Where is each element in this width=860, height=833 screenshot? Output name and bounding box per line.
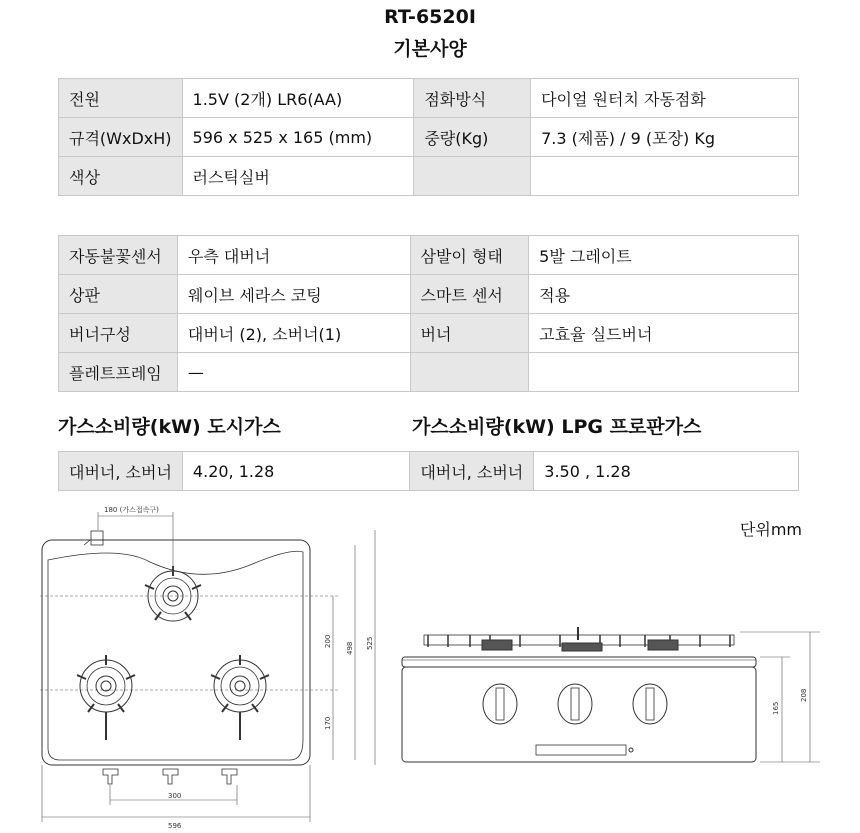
dim-gas-inlet: 180 (가스접속구) [104,506,159,514]
spec-label: 규격(WxDxH) [59,118,183,157]
dim-208: 208 [800,688,808,702]
front-view-drawing [402,627,756,762]
spec-label: 자동불꽃센서 [59,236,178,275]
spec-label: 상판 [59,275,178,314]
spec-value: 웨이브 세라스 코팅 [177,275,410,314]
spec-label: 삼발이 형태 [410,236,529,275]
gas-label-city: 대버너, 소버너 [59,452,183,491]
dim-596: 596 [168,822,182,830]
spec-value: 5발 그레이트 [529,236,799,275]
spec-value: 적용 [529,275,799,314]
spec-value: 러스틱실버 [182,157,414,196]
dim-498: 498 [346,641,354,655]
spec-label: 점화방식 [414,79,531,118]
unit-label: 단위mm [739,520,802,539]
spec-value: 고효율 실드버너 [529,314,799,353]
spec-label: 버너구성 [59,314,178,353]
spec-value: 1.5V (2개) LR6(AA) [182,79,414,118]
spec-value: 7.3 (제품) / 9 (포장) Kg [531,118,799,157]
gas-value-city: 4.20, 1.28 [182,452,409,491]
page-subtitle: 기본사양 [393,38,467,60]
spec-value: 다이얼 원터치 자동점화 [531,79,799,118]
top-view-drawing [42,531,310,784]
spec-value: 우측 대버너 [177,236,410,275]
spec-label: 버너 [410,314,529,353]
front-view-dimensions [740,632,820,762]
dim-200: 200 [324,634,332,648]
spec-value: — [177,353,410,392]
dim-300: 300 [168,792,182,800]
dim-165: 165 [772,701,780,715]
spec-label: 플레트프레임 [59,353,178,392]
dim-170: 170 [324,716,332,730]
gas-title-city: 가스소비량(kW) 도시가스 [58,416,281,438]
spec-label: 중량(Kg) [414,118,531,157]
spec-value: 대버너 (2), 소버너(1) [177,314,410,353]
spec-value: 596 x 525 x 165 (mm) [182,118,414,157]
gas-title-lpg: 가스소비량(kW) LPG 프로판가스 [412,416,702,438]
dim-525: 525 [366,636,374,650]
spec-label: 전원 [59,79,183,118]
spec-label: 색상 [59,157,183,196]
gas-value-lpg: 3.50 , 1.28 [534,452,799,491]
gas-label-lpg: 대버너, 소버너 [410,452,534,491]
model-title: RT-6520I [384,6,476,28]
spec-label: 스마트 센서 [410,275,529,314]
top-view-dimensions [40,512,375,822]
